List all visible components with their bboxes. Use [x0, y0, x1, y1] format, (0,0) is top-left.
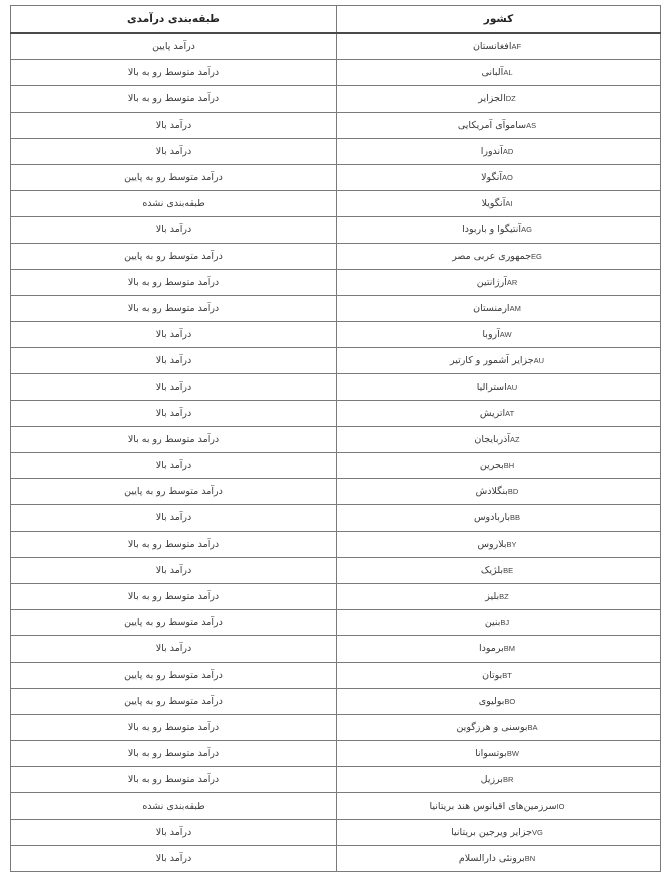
table-row [11, 714, 661, 740]
income-class-cell: طبقه‌بندی نشده [11, 793, 337, 819]
income-class-cell: درآمد متوسط رو به بالا [11, 295, 337, 321]
country-code: BH [503, 461, 515, 471]
country-code: BT [502, 670, 512, 680]
country-name: الجزایر [478, 93, 506, 105]
country-code: BB [510, 513, 521, 523]
table-row [11, 138, 661, 164]
country-name: بلژیک [480, 564, 504, 576]
country-code: DZ [505, 94, 516, 104]
income-class-cell: درآمد بالا [11, 845, 337, 871]
income-class-cell: درآمد متوسط رو به بالا [11, 714, 337, 740]
country-name: جزایر آشمور و کارتیر [449, 355, 534, 367]
country-code: AM [509, 303, 521, 313]
country-cell [337, 767, 661, 793]
country-code: BM [503, 644, 515, 654]
country-code: AW [499, 330, 512, 340]
table-row [11, 662, 661, 688]
country-code: BY [506, 539, 517, 549]
income-class-cell: درآمد متوسط رو به پایین [11, 610, 337, 636]
income-class-cell: درآمد متوسط رو به بالا [11, 741, 337, 767]
country-code: BZ [499, 592, 509, 602]
country-cell [337, 33, 661, 60]
table-row [11, 191, 661, 217]
country-name: برمودا [478, 643, 504, 655]
country-cell [337, 426, 661, 452]
income-class-cell: درآمد بالا [11, 505, 337, 531]
table-row [11, 741, 661, 767]
income-column-header: طبقه‌بندی درآمدی [11, 6, 337, 34]
table-header-row [11, 6, 661, 34]
country-name: آرژانتین [476, 276, 507, 288]
country-name: استرالیا [476, 381, 507, 393]
income-classification-table [10, 5, 661, 872]
country-name: آنگولا [481, 172, 502, 184]
country-cell [337, 557, 661, 583]
country-code: AO [502, 173, 513, 183]
table-row [11, 164, 661, 190]
table-row [11, 767, 661, 793]
table-row [11, 243, 661, 269]
table-row [11, 33, 661, 60]
country-name: بولیوی [478, 695, 505, 707]
income-class-cell: درآمد بالا [11, 453, 337, 479]
country-code: EG [530, 251, 542, 261]
income-class-cell: درآمد متوسط رو به پایین [11, 479, 337, 505]
country-name: آنتیگوا و باربودا [462, 224, 522, 236]
country-cell [337, 531, 661, 557]
country-cell [337, 714, 661, 740]
income-class-cell: درآمد بالا [11, 374, 337, 400]
country-cell [337, 583, 661, 609]
country-code: BD [507, 487, 519, 497]
country-cell [337, 741, 661, 767]
country-cell [337, 243, 661, 269]
country-name: بلیز [485, 591, 500, 603]
table-row [11, 453, 661, 479]
country-cell [337, 138, 661, 164]
country-name: جمهوری عربی مصر [452, 250, 531, 262]
income-class-cell: درآمد متوسط رو به بالا [11, 583, 337, 609]
table-body [11, 33, 661, 872]
country-code: BJ [500, 618, 510, 628]
country-name: آندورا [480, 145, 503, 157]
income-class-cell: درآمد متوسط رو به بالا [11, 269, 337, 295]
country-cell [337, 269, 661, 295]
table-row [11, 348, 661, 374]
country-code: IO [556, 801, 565, 811]
country-cell [337, 164, 661, 190]
country-name: ارمنستان [473, 302, 510, 314]
country-code: AT [505, 408, 515, 418]
table-row [11, 400, 661, 426]
country-code: BE [503, 565, 514, 575]
country-code: VG [531, 827, 543, 837]
country-name: برزیل [480, 774, 503, 786]
income-class-cell: درآمد بالا [11, 217, 337, 243]
income-classification-table-wrapper [10, 5, 660, 872]
table-row [11, 322, 661, 348]
income-class-cell: درآمد متوسط رو به پایین [11, 243, 337, 269]
income-class-cell: درآمد متوسط رو به بالا [11, 426, 337, 452]
income-class-cell: درآمد متوسط رو به بالا [11, 86, 337, 112]
income-class-cell: درآمد بالا [11, 112, 337, 138]
country-code: BW [506, 749, 519, 759]
country-name: افغانستان [472, 41, 512, 53]
country-code: AG [521, 225, 532, 235]
country-cell [337, 453, 661, 479]
country-cell [337, 322, 661, 348]
country-cell [337, 112, 661, 138]
income-class-cell: طبقه‌بندی نشده [11, 191, 337, 217]
income-class-cell: درآمد متوسط رو به پایین [11, 662, 337, 688]
country-name: آروبا [482, 329, 500, 341]
country-cell [337, 191, 661, 217]
country-name: بنگلادش [475, 486, 508, 498]
country-cell [337, 610, 661, 636]
country-code: BR [502, 775, 514, 785]
country-cell [337, 662, 661, 688]
country-code: AI [505, 199, 513, 209]
country-cell [337, 400, 661, 426]
income-class-cell: درآمد بالا [11, 400, 337, 426]
country-name: اتریش [479, 407, 506, 419]
country-cell [337, 793, 661, 819]
table-row [11, 86, 661, 112]
country-code: AS [526, 120, 537, 130]
country-cell [337, 60, 661, 86]
table-row [11, 583, 661, 609]
country-code: AL [503, 68, 513, 78]
table-row [11, 60, 661, 86]
country-name: برونئی دارالسلام [458, 852, 525, 864]
table-row [11, 688, 661, 714]
country-code: BN [524, 853, 536, 863]
income-class-cell: درآمد پایین [11, 33, 337, 60]
table-row [11, 819, 661, 845]
table-row [11, 374, 661, 400]
table-row [11, 557, 661, 583]
income-class-cell: درآمد بالا [11, 557, 337, 583]
table-row [11, 112, 661, 138]
table-row [11, 295, 661, 321]
country-code: AZ [510, 434, 520, 444]
country-column-header: کشور [337, 6, 661, 34]
country-name: بلاروس [477, 538, 507, 550]
country-name: بحرین [479, 460, 504, 472]
income-class-cell: درآمد بالا [11, 138, 337, 164]
country-cell [337, 295, 661, 321]
income-class-cell: درآمد متوسط رو به پایین [11, 688, 337, 714]
table-row [11, 479, 661, 505]
country-name: بوسنی و هرزگوین [456, 721, 528, 733]
country-cell [337, 374, 661, 400]
table-row [11, 531, 661, 557]
income-class-cell: درآمد متوسط رو به پایین [11, 164, 337, 190]
table-row [11, 845, 661, 871]
table-row [11, 505, 661, 531]
country-name: آذربایجان [474, 433, 511, 445]
table-row [11, 610, 661, 636]
country-name: آلبانی [481, 67, 504, 79]
income-class-cell: درآمد بالا [11, 322, 337, 348]
country-code: AR [506, 277, 518, 287]
table-row [11, 426, 661, 452]
country-cell [337, 636, 661, 662]
income-class-cell: درآمد بالا [11, 819, 337, 845]
table-row [11, 269, 661, 295]
table-row [11, 793, 661, 819]
country-cell [337, 505, 661, 531]
income-class-cell: درآمد متوسط رو به بالا [11, 60, 337, 86]
country-cell [337, 845, 661, 871]
table-row [11, 636, 661, 662]
country-code: AU [533, 356, 545, 366]
income-class-cell: درآمد متوسط رو به بالا [11, 531, 337, 557]
country-name: باربادوس [473, 512, 511, 524]
country-name: بنین [484, 617, 501, 629]
country-name: سرزمین‌های اقیانوس هند بریتانیا [429, 800, 557, 812]
country-cell [337, 479, 661, 505]
country-name: ساموآی آمریکایی [457, 119, 527, 131]
income-class-cell: درآمد بالا [11, 348, 337, 374]
country-cell [337, 348, 661, 374]
country-name: بوتسوانا [475, 748, 507, 760]
country-code: AU [506, 382, 518, 392]
country-cell [337, 86, 661, 112]
income-class-cell: درآمد متوسط رو به بالا [11, 767, 337, 793]
country-code: AF [511, 42, 522, 52]
country-name: بوتان [482, 669, 503, 681]
country-code: BO [504, 696, 516, 706]
country-cell [337, 819, 661, 845]
country-code: BA [527, 722, 538, 732]
country-name: آنگویلا [481, 198, 506, 210]
country-cell [337, 688, 661, 714]
country-name: جزایر ویرجین بریتانیا [451, 826, 532, 838]
table-row [11, 217, 661, 243]
country-cell [337, 217, 661, 243]
income-class-cell: درآمد بالا [11, 636, 337, 662]
country-code: AD [502, 146, 514, 156]
